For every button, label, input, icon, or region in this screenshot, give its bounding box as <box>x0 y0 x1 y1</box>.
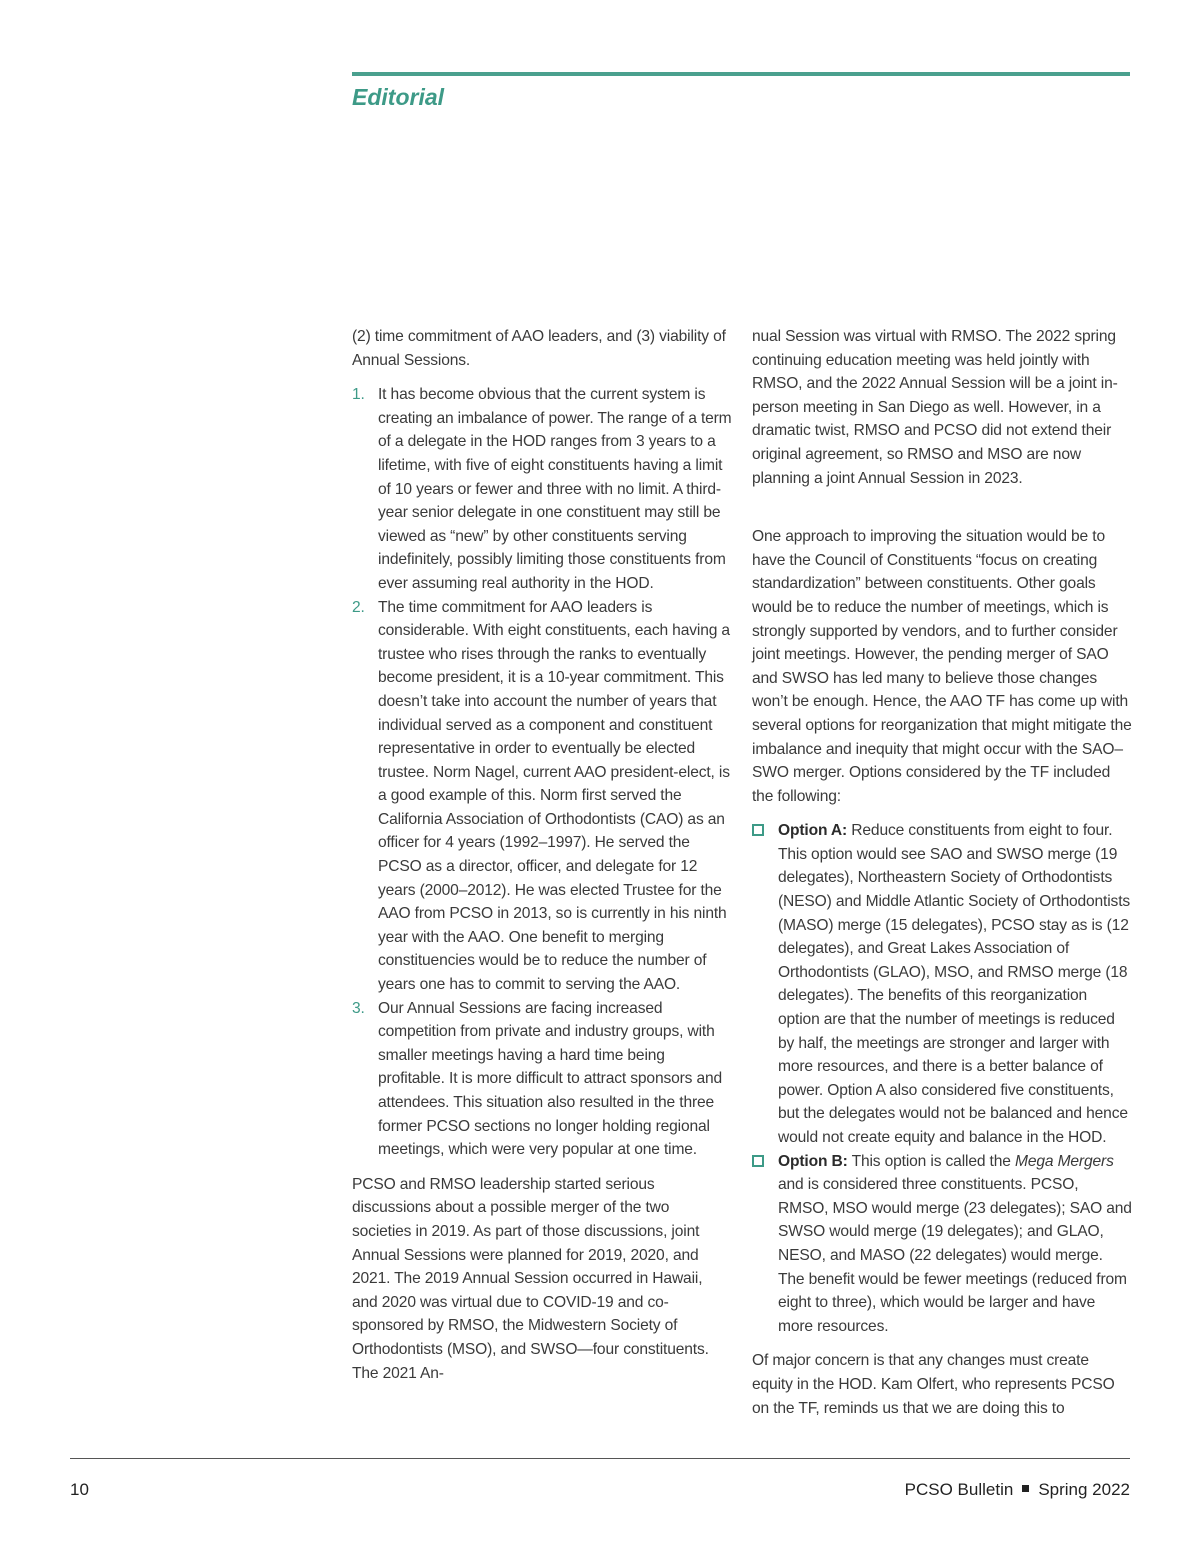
footer-publication <box>905 1480 1130 1500</box>
footer-rule <box>70 1458 1130 1459</box>
option-text: This option is called the <box>851 1152 1011 1170</box>
option-text: and is considered three constituents. PCSO, RMSO, MSO would merge (23 delegates); SAO and SWSO would merge (19 delegates); and GLAO, NESO, and MASO (22 delegates) would merge. The benefit would be fewer meetings (reduced from eight to three), which would be larger and have more resources. <box>778 1176 1132 1335</box>
section-title: Editorial <box>352 84 445 110</box>
list-item <box>352 997 732 1162</box>
option-label: Option B: <box>778 1152 848 1170</box>
right-column <box>752 325 1132 1431</box>
approach-paragraph: One approach to improving the situation would be to have the Council of Constituents “focus on creating standardization” between constituents. Other goals would be to reduce the number of meetings, which is strongly supported by vendors, and to further consider joint meetings. However, the pending merger of SAO and SWSO has led many to believe those changes won’t be enough. Hence, the AAO TF has come up with several options for reorganization that might mitigate the imbalance and inequity that might occur with the SAO–SWO merger. Options considered by the TF included the following: <box>752 528 1132 805</box>
list-item <box>352 596 732 997</box>
page-number: 10 <box>70 1480 89 1499</box>
numbered-list <box>352 383 732 1162</box>
left-column <box>352 325 732 1396</box>
header-rule <box>352 72 1130 76</box>
concern-paragraph: Of major concern is that any changes must create equity in the HOD. Kam Olfert, who represents PCSO on the TF, reminds us that we are doing this to <box>752 1352 1115 1417</box>
option-item <box>752 819 1132 1149</box>
publication-name: PCSO Bulletin <box>904 1480 1014 1499</box>
checkbox-icon <box>752 1155 764 1167</box>
list-item-text: The time commitment for AAO leaders is considerable. With eight constituents, each having a trustee who rises through the ranks to eventually become president, it is a 10-year commitment. This doesn’t take into account the number of years that individual served as a component and constituent representative in order to eventually be elected trustee. Norm Nagel, current AAO president-elect, is a good example of this. Norm first served the California Association of Orthodontists (CAO) as an officer for 4 years (1992–1997). He served the PCSO as a director, officer, and delegate for 12 years (2000–2012). He was elected Trustee for the AAO from PCSO in 2013, so is currently in his ninth year with the AAO. One benefit to merging constituencies would be to reduce the number of years one has to commit to serving the AAO. <box>378 598 730 994</box>
list-item-text: It has become obvious that the current system is creating an imbalance of power. The range of a term of a delegate in the HOD ranges from 3 years to a lifetime, with five of eight constituents having a limit of 10 years or fewer and three with no limit. A third-year senior delegate in one constituent may still be viewed as “new” by other constituents serving indefinitely, possibly limiting those constituents from ever assuming real authority in the HOD. <box>378 386 732 592</box>
square-separator-icon <box>1022 1485 1029 1492</box>
issue-date: Spring 2022 <box>1038 1480 1130 1499</box>
options-list <box>752 819 1132 1338</box>
list-number: 3. <box>352 999 365 1017</box>
paragraph-gap <box>752 501 1132 525</box>
option-label: Option A: <box>778 822 848 840</box>
intro-paragraph: (2) time commitment of AAO leaders, and (3) viability of Annual Sessions. <box>352 328 726 369</box>
list-number: 2. <box>352 598 365 616</box>
merger-history-paragraph: PCSO and RMSO leadership started serious discussions about a possible merger of the two societies in 2019. As part of those discussions, joint Annual Sessions were planned for 2019, 2020, and 2021. The 2019 Annual Session occurred in Hawaii, and 2020 was virtual due to COVID-19 and co-sponsored by RMSO, the Midwestern Society of Orthodontists (MSO), and SWSO—four constituents. The 2021 An- <box>352 1175 709 1382</box>
list-number: 1. <box>352 386 365 404</box>
option-text: Reduce constituents from eight to four. This option would see SAO and SWSO merge (19 delegates), Northeastern Society of Orthodontists (NESO) and Middle Atlantic Society of Orthodontists (MASO) merge (15 delegates), PCSO stay as is (12 delegates), and Great Lakes Association of Orthodontists (GLAO), MSO, and RMSO merge (18 delegates). The benefits of this reorganization option are that the number of meetings is reduced by half, the meetings are stronger and larger with more resources, and there is a better balance of power. Option A also considered five constituents, but the delegates would not be balanced and hence would not create equity and balance in the HOD. <box>778 822 1131 1146</box>
list-item <box>352 383 732 595</box>
option-item <box>752 1150 1132 1339</box>
checkbox-icon <box>752 824 764 836</box>
annual-session-paragraph: nual Session was virtual with RMSO. The 2022 spring continuing education meeting was held jointly with RMSO, and the 2022 Annual Session will be a joint in-person meeting in San Diego as well. However, in a dramatic twist, RMSO and PCSO did not extend their original agreement, so RMSO and MSO are now planning a joint Annual Session in 2023. <box>752 328 1118 487</box>
option-emphasis: Mega Mergers <box>1014 1152 1114 1170</box>
list-item-text: Our Annual Sessions are facing increased competition from private and industry groups, with smaller meetings having a hard time being profitable. It is more difficult to attract sponsors and attendees. This situation also resulted in the three former PCSO sections no longer holding regional meetings, which were very popular at one time. <box>378 999 723 1159</box>
